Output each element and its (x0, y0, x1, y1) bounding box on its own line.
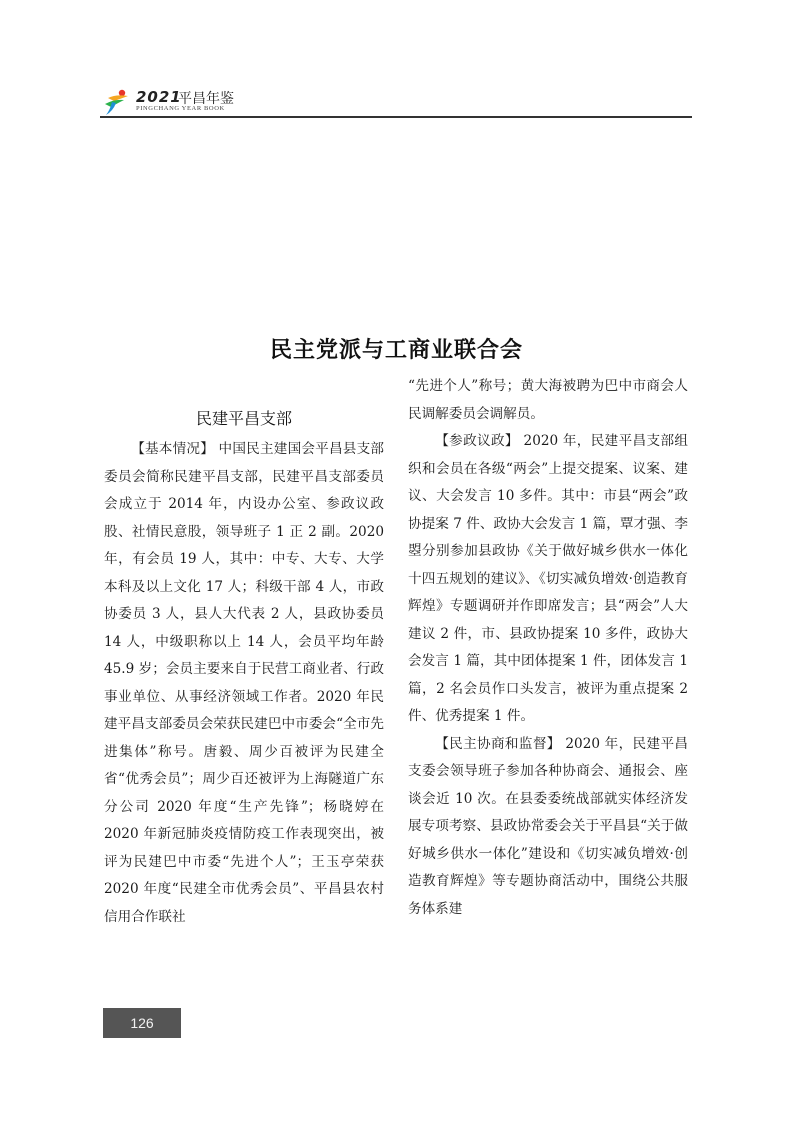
paragraph-text: 2020 年，民建平昌支部组织和会员在各级“两会”上提交提案、议案、建议、大会发言 10 多件。其中：市县“两会”政协提案 7 件、政协大会发言 1 篇，覃才强、李曌分别参加县政协《关于做好城乡供水一体化十四五规划的建议》、《切实减负增效·创造教育辉煌》专题调研并作即席发言；县“两会”人大建议 2 件，市、县政协提案 10 多件，政协大会发言 1 篇，其中团体提案 1 件，团体发言 1 篇，2 名会员作口头发言，被评为重点提案 2 件、优秀提案 1 件。 (408, 433, 688, 724)
paragraph-consultation (408, 731, 688, 924)
right-column (408, 373, 688, 923)
yearbook-logo-icon (102, 88, 132, 116)
chapter-title: 民主党派与工商业联合会 (269, 336, 523, 363)
section-title: 民建平昌支部 (195, 409, 292, 428)
paragraph-label: 【参政议政】 (435, 433, 519, 449)
paragraph-continuation: “先进个人”称号；黄大海被聘为巴中市商会人民调解委员会调解员。 (408, 378, 688, 422)
paragraph-basic-info (104, 436, 384, 931)
paragraph-participation (408, 428, 688, 731)
paragraph-text: 2020 年，民建平昌支委会领导班子参加各种协商会、通报会、座谈会近 10 次。在县委委统战部就实体经济发展专项考察、县政协常委会关于平昌县“关于做好城乡供水一体化”建设和《切实减负增效·创造教育辉煌》等专题协商活动中，围绕公共服务体系建 (408, 735, 688, 917)
header-subtitle: PINGCHANG YEAR BOOK (136, 105, 225, 112)
page-number: 126 (103, 1008, 181, 1038)
left-column (104, 402, 384, 931)
paragraph-text: 中国民主建国会平昌县支部委员会简称民建平昌支部，民建平昌支部委员会成立于 2014 年，内设办公室、参政议政股、社情民意股，领导班子 1 正 2 副。2020 年，有会员 19 人，其中：中专、大专、大学本科及以上文化 17 人；科级干部 4 人，市政协委员 3 人，县人大代表 2 人，县政协委员 14 人，中级职称以上 14 人，会员平均年龄 45.9 岁；会员主要来自于民营工商业者、行政事业单位、从事经济领域工作者。2020 年民建平昌支部委员会荣获民建巴中市委会“全市先进集体”称号。唐毅、周少百被评为民建全省“优秀会员”；周少百还被评为上海隧道广东分公司 2020 年度“生产先锋”；杨晓婷在 2020 年新冠肺炎疫情防疫工作表现突出，被评为民建巴中市委“先进个人”；王玉亭荣获 2020 年度“民建全市优秀会员”、平昌县农村信用合作联社 (104, 441, 384, 925)
paragraph-label: 【基本情况】 (131, 441, 215, 457)
running-header (100, 86, 692, 118)
header-book-title: 平昌年鉴 (178, 91, 234, 107)
paragraph-label: 【民主协商和监督】 (435, 735, 561, 752)
header-rule (100, 116, 692, 118)
header-year: 2021 (136, 88, 182, 106)
